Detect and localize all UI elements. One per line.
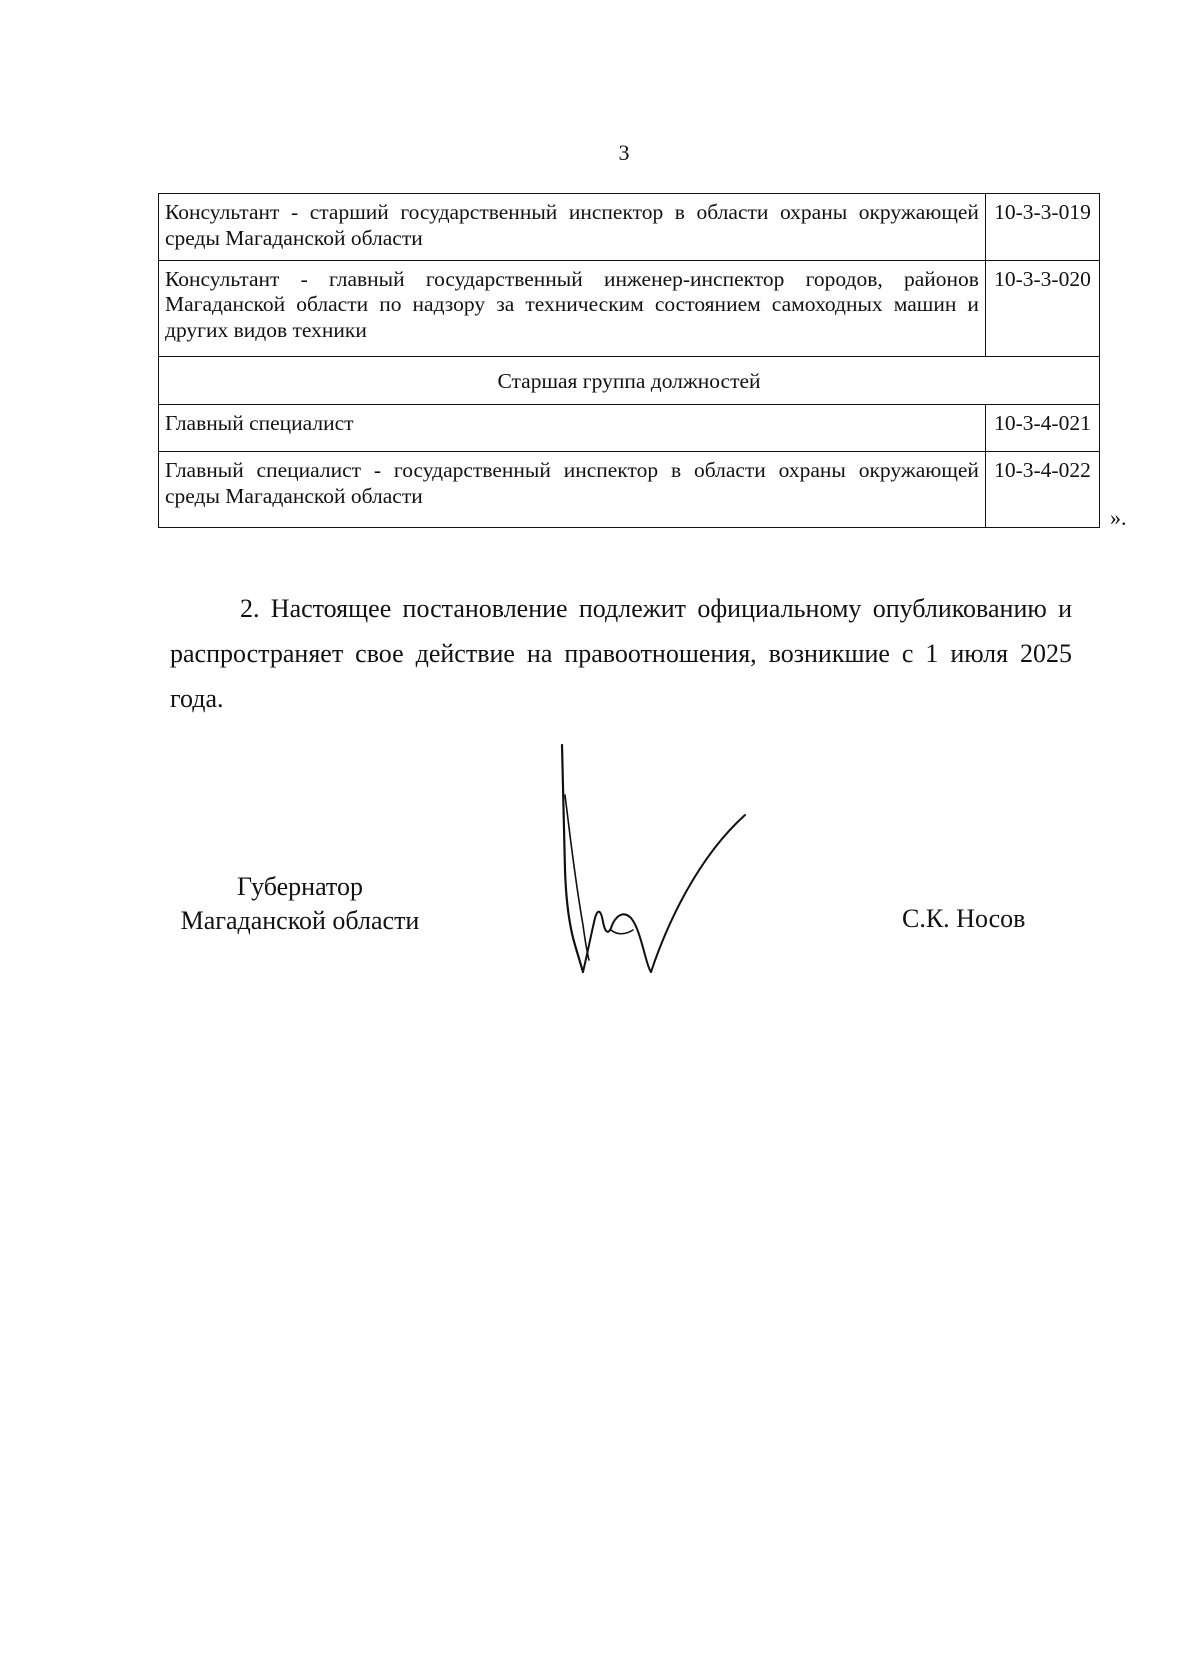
signer-position-line2: Магаданской области bbox=[180, 906, 420, 935]
position-title: Главный специалист - государственный инспектор в области охраны окружающей среды Магаданской области bbox=[159, 452, 986, 528]
table-row bbox=[159, 260, 1100, 356]
closing-quote: ». bbox=[1110, 505, 1127, 530]
position-title: Консультант - главный государственный инженер-инспектор городов, районов Магаданской области по надзору за техническим состоянием самоходных машин и других видов техники bbox=[159, 260, 986, 356]
position-code: 10-3-4-022 bbox=[985, 452, 1099, 528]
effective-date-paragraph: 2. Настоящее постановление подлежит официальному опубликованию и распространяет свое действие на правоотношения, возникшие с 1 июля 2025 года. bbox=[170, 594, 1072, 713]
handwritten-signature bbox=[545, 740, 795, 990]
table-row bbox=[159, 194, 1100, 261]
position-code: 10-3-4-021 bbox=[985, 405, 1099, 452]
table-row bbox=[159, 405, 1100, 452]
position-title: Главный специалист bbox=[159, 405, 986, 452]
positions-table bbox=[158, 193, 1100, 528]
position-code: 10-3-3-020 bbox=[985, 260, 1099, 356]
signer-position bbox=[170, 870, 430, 938]
position-title: Консультант - старший государственный инспектор в области охраны окружающей среды Магаданской области bbox=[159, 194, 986, 261]
table-row bbox=[159, 452, 1100, 528]
signer-position-line1: Губернатор bbox=[237, 872, 363, 901]
page-number: 3 bbox=[618, 140, 630, 165]
position-code: 10-3-3-019 bbox=[985, 194, 1099, 261]
signer-name: С.К. Носов bbox=[902, 904, 1026, 933]
group-header-row bbox=[159, 356, 1100, 405]
group-header: Старшая группа должностей bbox=[159, 356, 1100, 405]
